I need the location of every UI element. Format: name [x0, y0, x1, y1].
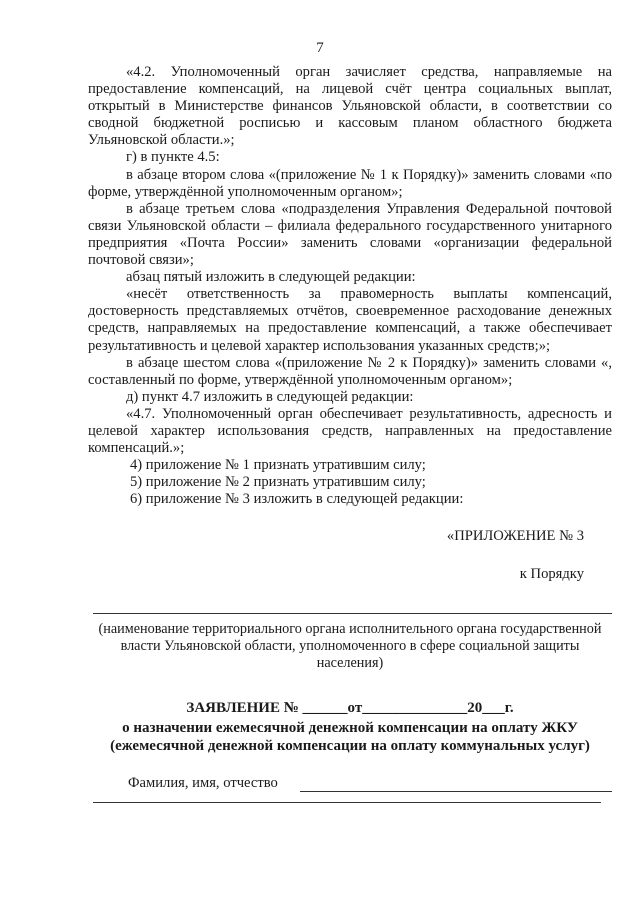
list-item: 5) приложение № 2 признать утратившим силу;	[130, 474, 426, 491]
paragraph: абзац пятый изложить в следующей редакции:	[126, 269, 416, 286]
paragraph: в абзаце третьем слова «подразделения Управления Федеральной почтовой связи Ульяновской области – филиала федерального государственного унитарного предприятия «Почта России» заменить словами «организации федеральной почтовой связи»;	[88, 200, 612, 269]
document-body	[88, 64, 612, 508]
statement-subtitle-2: (ежемесячной денежной компенсации на оплату коммунальных услуг)	[110, 738, 590, 754]
list-item: 6) приложение № 3 изложить в следующей редакции:	[130, 491, 464, 508]
list-item: 4) приложение № 1 признать утратившим силу;	[130, 457, 426, 474]
blank-line-organ	[93, 613, 612, 614]
paragraph: «4.7. Уполномоченный орган обеспечивает результативность, адресность и целевой характер использования средств, направленных на предоставление компенсаций.»;	[88, 405, 612, 457]
organ-caption: (наименование территориального органа исполнительного органа государственной власти Ульяновской области, уполномоченного в сфере социальной защиты населения)	[98, 621, 602, 671]
fio-label: Фамилия, имя, отчество	[128, 775, 278, 791]
paragraph: «несёт ответственность за правомерность выплаты компенсаций, достоверность представляемых отчётов, своевременное расходование денежных средств, направляемых на предоставление компенсаций, а также обеспечивает результативность и целевой характер использования указанных средств;»;	[88, 286, 612, 354]
paragraph: «4.2. Уполномоченный орган зачисляет средства, направляемые на предоставление компенсаций, на лицевой счёт центра социальных выплат, открытый в Министерстве финансов Ульяновской области, в соответствии со сводной бюджетной росписью и кассовым планом областного бюджета Ульяновской области.»;	[88, 64, 612, 149]
statement-title: ЗАЯВЛЕНИЕ № ______от______________20___г.	[186, 700, 514, 716]
page-number: 7	[316, 40, 324, 56]
statement-subtitle: о назначении ежемесячной денежной компенсации на оплату ЖКУ	[122, 720, 578, 736]
fio-field-line-2	[93, 802, 601, 803]
appendix-title: «ПРИЛОЖЕНИЕ № 3	[446, 528, 584, 544]
appendix-subtitle: к Порядку	[519, 566, 584, 582]
fio-field-line	[300, 791, 612, 792]
paragraph: в абзаце шестом слова «(приложение № 2 к Порядку)» заменить словами «, составленный по форме, утверждённой уполномоченным органом»;	[88, 354, 612, 388]
paragraph: д) пункт 4.7 изложить в следующей редакции:	[126, 388, 414, 405]
paragraph: г) в пункте 4.5:	[126, 149, 220, 166]
paragraph: в абзаце втором слова «(приложение № 1 к Порядку)» заменить словами «по форме, утверждённой уполномоченным органом»;	[88, 166, 612, 200]
